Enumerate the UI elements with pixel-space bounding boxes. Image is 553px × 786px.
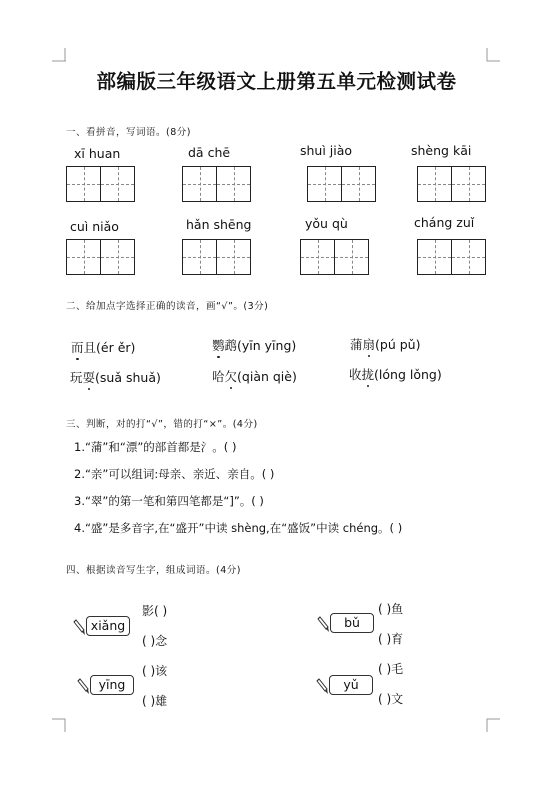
section3-heading: 三、判断，对的打“√”，错的打“×”。(4分): [66, 419, 258, 430]
pinyin-tag-label: xiǎng: [86, 616, 130, 636]
writing-grid[interactable]: [182, 239, 251, 275]
fill-blank[interactable]: 影( ): [142, 604, 168, 618]
reading-item[interactable]: 而且(ér ěr): [71, 340, 136, 355]
judgement-item[interactable]: 2.“亲”可以组词:母亲、亲近、亲自。( ): [74, 467, 275, 481]
pinyin-tag: [316, 612, 374, 634]
fill-blank[interactable]: ( )念: [142, 634, 168, 648]
fill-blank[interactable]: ( )该: [142, 664, 168, 678]
pencil-icon: [316, 616, 334, 634]
dotted-char: 而: [71, 340, 84, 355]
pinyin-label: shèng kāi: [411, 143, 472, 158]
section1-heading: 一、看拼音，写词语。(8分): [66, 127, 191, 138]
writing-grid[interactable]: [300, 239, 369, 275]
reading-item[interactable]: 玩耍(suǎ shuǎ): [70, 370, 161, 385]
writing-grid[interactable]: [182, 166, 251, 202]
writing-grid[interactable]: [66, 166, 135, 202]
fill-blank[interactable]: ( )鱼: [378, 602, 404, 616]
pinyin-tag-label: bǔ: [330, 613, 374, 633]
pinyin-tag-label: yǔ: [329, 675, 373, 695]
writing-grid[interactable]: [66, 239, 135, 275]
pinyin-label: shuì jiào: [300, 143, 353, 158]
pinyin-label: hǎn shēng: [186, 217, 252, 232]
crop-mark-top-left: [52, 48, 66, 62]
pinyin-label: dā chē: [188, 145, 231, 160]
reading-item[interactable]: 蒲扇(pú pǔ): [350, 337, 421, 352]
pinyin-tag: [72, 615, 130, 637]
judgement-item[interactable]: 4.“盛”是多音字,在“盛开”中读 shèng,在“盛饭”中读 chéng。( ): [74, 521, 403, 535]
fill-blank[interactable]: ( )毛: [378, 662, 404, 676]
fill-blank[interactable]: ( )育: [378, 632, 404, 646]
writing-grid[interactable]: [417, 239, 486, 275]
section2-heading: 二、给加点字选择正确的读音，画“√”。(3分): [66, 301, 269, 312]
crop-mark-bottom-right: [486, 718, 500, 732]
dotted-char: 耍: [82, 370, 96, 385]
pinyin-label: cuì niǎo: [70, 219, 119, 234]
crop-mark-bottom-left: [52, 718, 66, 732]
dotted-char: 鹦: [212, 338, 225, 353]
judgement-item[interactable]: 3.“翠”的第一笔和第四笔都是“]”。( ): [74, 494, 264, 508]
judgement-item[interactable]: 1.“蒲”和“漂”的部首都是氵。( ): [74, 440, 237, 454]
pinyin-tag-label: yīng: [90, 675, 134, 695]
pinyin-label: yǒu qù: [305, 216, 348, 231]
pencil-icon: [72, 619, 90, 637]
fill-blank[interactable]: ( )文: [378, 692, 404, 706]
section4-heading: 四、根据读音写生字，组成词语。(4分): [66, 565, 241, 576]
writing-grid[interactable]: [417, 166, 486, 202]
pinyin-label: cháng zuǐ: [414, 215, 475, 230]
dotted-char: 拢: [361, 367, 375, 382]
fill-blank[interactable]: ( )雄: [142, 694, 168, 708]
pinyin-tag: [76, 674, 134, 696]
pinyin-tag: [315, 674, 373, 696]
dotted-char: 欠: [224, 369, 238, 384]
reading-item[interactable]: 鹦鹉(yīn yīng): [212, 338, 297, 353]
pencil-icon: [315, 678, 333, 696]
dotted-char: 扇: [362, 337, 376, 352]
pencil-icon: [76, 678, 94, 696]
page-title: 部编版三年级语文上册第五单元检测试卷: [96, 70, 457, 93]
crop-mark-top-right: [486, 48, 500, 62]
reading-item[interactable]: 收拢(lóng lǒng): [349, 367, 442, 382]
reading-item[interactable]: 哈欠(qiàn qiè): [212, 369, 297, 384]
pinyin-label: xī huan: [74, 146, 121, 161]
writing-grid[interactable]: [307, 166, 376, 202]
